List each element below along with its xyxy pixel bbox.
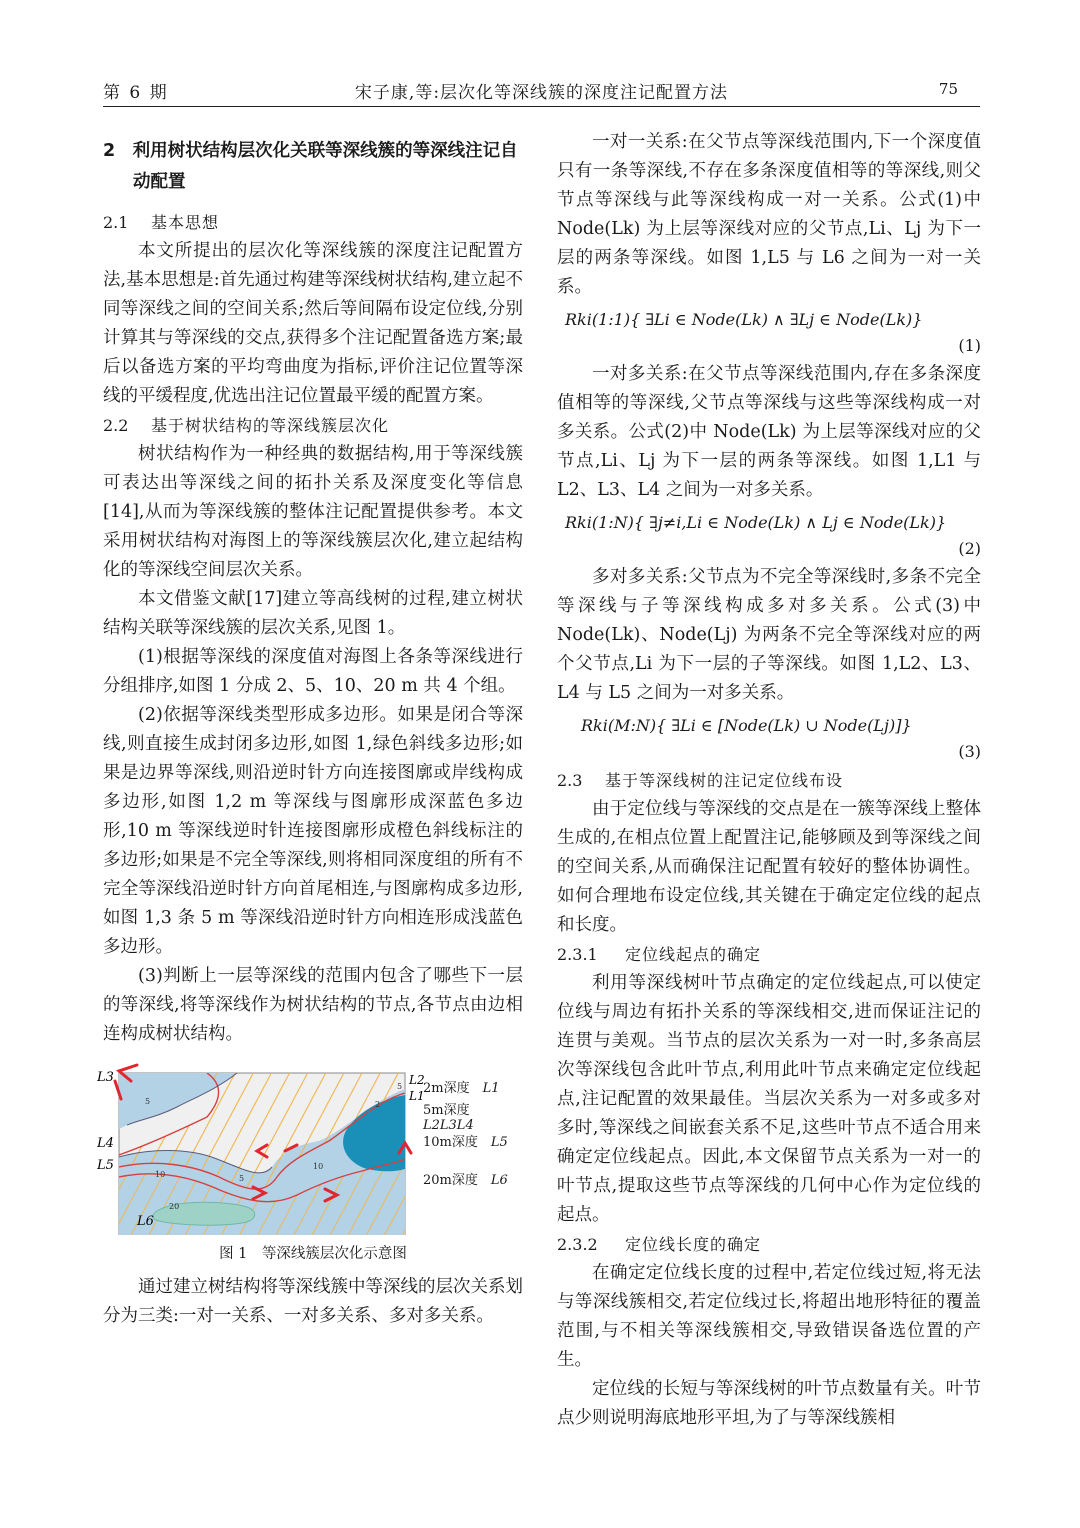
figure-caption: 图 1 等深线簇层次化示意图 xyxy=(219,1246,407,1262)
running-title: 宋子康,等:层次化等深线簇的深度注记配置方法 xyxy=(354,83,729,103)
paragraph: 通过建立树结构将等深线簇中等深线的层次关系划分为三类:一对一关系、一对多关系、多对多关系。 xyxy=(103,1277,523,1326)
section-2-2-heading: 2.2 基于树状结构的等深线簇层次化 xyxy=(103,416,390,435)
section-2-1-heading: 2.1 基本思想 xyxy=(103,213,220,232)
paragraph: (1)根据等深线的深度值对海图上各条等深线进行分组排序,如图 1 分成 2、5、10、20 m 共 4 个组。 xyxy=(103,647,523,696)
paragraph: (3)判断上一层等深线的范围内包含了哪些下一层的等深线,将等深线作为树状结构的节点,各节点由边相连构成树状结构。 xyxy=(103,966,523,1044)
svg-text:L1: L1 xyxy=(409,1089,425,1103)
paragraph: 在确定定位线长度的过程中,若定位线过短,将无法与等深线簇相交,若定位线过长,将超出地形特征的覆盖范围,与不相关等深线簇相交,导致错误备选位置的产生。 xyxy=(557,1263,981,1370)
svg-text:L2: L2 xyxy=(409,1073,425,1087)
issue-number: 第 6 期 xyxy=(103,83,169,103)
legend-item: 10m深度 L5 xyxy=(423,1135,508,1150)
formula-3: Rki(M:N){ ∃Li ∈ [Node(Lk) ∪ Node(Lj)]} xyxy=(581,716,912,735)
section-2-3-1-heading: 2.3.1 定位线起点的确定 xyxy=(557,945,762,964)
paragraph: (2)依据等深线类型形成多边形。如果是闭合等深线,则直接生成封闭多边形,如图 1,绿色斜线多边形;如果是边界等深线,则沿逆时针方向连接图廓或岸线构成多边形,如图 1,2 m 等深线与图廓形成深蓝色多边形,10 m 等深线逆时针连接图廓形成橙色斜线标注的多边形;如果是不完全等深线,则将相同深度组的所有不完全等深线沿逆时针方向首尾相连,与图廓构成多边形,如图 1,3 条 5 m 等深线沿逆时针方向相连形成浅蓝色多边形。 xyxy=(103,705,523,957)
formula-2: Rki(1:N){ ∃j≠i,Li ∈ Node(Lk) ∧ Lj ∈ Node(Lk)} xyxy=(565,513,947,532)
paragraph: 树状结构作为一种经典的数据结构,用于等深线簇可表达出等深线之间的拓扑关系及深度变化等信息[14],从而为等深线簇的整体注记配置提供参考。本文采用树状结构对海图上的等深线簇层次化,建立起结构化的等深线空间层次关系。 xyxy=(103,444,523,580)
svg-text:5: 5 xyxy=(239,1174,245,1183)
paragraph: 一对多关系:在父节点等深线范围内,存在多条深度值相等的等深线,父节点等深线与这些等深线构成一对多关系。公式(2)中 Node(Lk) 为上层等深线对应的父节点,Li、Lj 为下一层的两条等深线。如图 1,L1 与 L2、L3、L4 之间为一对多关系。 xyxy=(557,364,981,500)
running-header xyxy=(103,70,980,107)
paragraph: 本文所提出的层次化等深线簇的深度注记配置方法,基本思想是:首先通过构建等深线树状结构,建立起不同等深线之间的空间关系;然后等间隔布设定位线,分别计算其与等深线的交点,获得多个注记配置备选方案;最后以备选方案的平均弯曲度为指标,评价注记位置等深线的平缓程度,优选出注记位置最平缓的配置方案。 xyxy=(103,241,523,406)
svg-text:L3: L3 xyxy=(97,1070,114,1085)
legend-item: 5m深度 L2L3L4 xyxy=(423,1103,474,1133)
equation-number: (3) xyxy=(958,742,981,761)
section-2-3-heading: 2.3 基于等深线树的注记定位线布设 xyxy=(557,771,844,790)
paragraph: 由于定位线与等深线的交点是在一簇等深线上整体生成的,在相点位置上配置注记,能够顾及到等深线之间的空间关系,从而确保注记配置有较好的整体协调性。如何合理地布设定位线,其关键在于确定定位线的起点和长度。 xyxy=(557,799,981,935)
equation-number: (1) xyxy=(958,336,981,355)
paragraph: 多对多关系:父节点为不完全等深线时,多条不完全等深线与子等深线构成多对多关系。公式(3)中 Node(Lk)、Node(Lj) 为两条不完全等深线对应的两个父节点,Li 为下一层的子等深线。如图 1,L2、L3、L4 与 L5 之间为一对多关系。 xyxy=(557,567,981,703)
paragraph: 利用等深线树叶节点确定的定位线起点,可以使定位线与周边有拓扑关系的等深线相交,进而保证注记的连贯与美观。当节点的层次关系为一对一时,多条高层次等深线包含此叶节点,利用此叶节点来确定定位线起点,注记配置的效果最佳。当层次关系为一对多或多对多时,等深线之间嵌套关系不足,这些叶节点不适合用来确定定位线起点。因此,本文保留节点关系为一对一的叶节点,提取这些节点等深线的几何中心作为定位线的起点。 xyxy=(557,973,981,1225)
svg-text:20: 20 xyxy=(169,1202,180,1211)
paragraph: 本文借鉴文献[17]建立等高线树的过程,建立树状结构关联等深线簇的层次关系,见图 1。 xyxy=(103,589,523,638)
formula-1: Rki(1:1){ ∃Li ∈ Node(Lk) ∧ ∃Lj ∈ Node(Lk)} xyxy=(565,310,923,329)
svg-text:5: 5 xyxy=(145,1097,151,1106)
svg-text:L5: L5 xyxy=(97,1158,114,1173)
legend-item: 20m深度 L6 xyxy=(423,1173,508,1188)
legend-item: 2m深度 L1 xyxy=(423,1081,500,1096)
left-column xyxy=(97,128,523,1331)
svg-text:10: 10 xyxy=(155,1170,166,1179)
section-2-3-2-heading: 2.3.2 定位线长度的确定 xyxy=(557,1235,762,1254)
section-2-heading: 2 利用树状结构层次化关联等深线簇的等深线注记自动配置 xyxy=(103,141,518,192)
paragraph: 一对一关系:在父节点等深线范围内,下一个深度值只有一条等深线,不存在多条深度值相等的等深线,则父节点等深线与此等深线构成一对一关系。公式(1)中 Node(Lk) 为上层等深线对应的父节点,Li、Lj 为下一层的两条等深线。如图 1,L5 与 L6 之间为一对一关系。 xyxy=(557,132,981,297)
svg-text:5: 5 xyxy=(397,1082,403,1091)
figure-1 xyxy=(97,1059,527,1235)
svg-text:2: 2 xyxy=(375,1100,381,1109)
svg-text:L4: L4 xyxy=(97,1136,114,1151)
page-number: 75 xyxy=(938,80,958,98)
equation-number: (2) xyxy=(958,539,981,558)
paragraph: 定位线的长短与等深线树的叶节点数量有关。叶节点少则说明海底地形平坦,为了与等深线簇相 xyxy=(557,1379,981,1428)
svg-text:10: 10 xyxy=(313,1162,324,1171)
svg-text:L6: L6 xyxy=(137,1214,154,1229)
right-column xyxy=(557,128,981,1433)
